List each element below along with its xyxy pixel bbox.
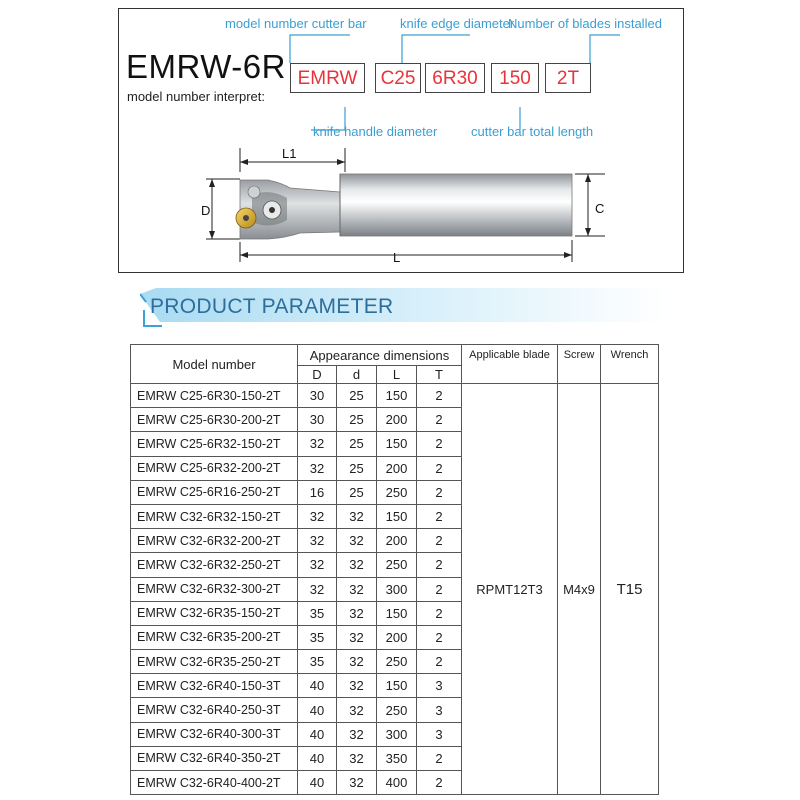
cell-model: EMRW C32-6R40-300-3T — [131, 722, 298, 746]
cell-D: 16 — [298, 480, 337, 504]
cell-L: 150 — [377, 601, 417, 625]
cell-L: 200 — [377, 408, 417, 432]
product-subtitle: model number interpret: — [127, 89, 266, 104]
cell-model: EMRW C32-6R32-300-2T — [131, 577, 298, 601]
dim-label-L1: L1 — [282, 146, 297, 161]
cell-model: EMRW C32-6R32-150-2T — [131, 504, 298, 528]
cell-d: 32 — [337, 504, 377, 528]
section-title: PRODUCT PARAMETER — [150, 295, 394, 318]
cell-model: EMRW C25-6R32-150-2T — [131, 432, 298, 456]
dim-label-L: L — [393, 250, 401, 265]
dimension-L — [240, 240, 572, 262]
product-title: EMRW-6R — [126, 48, 286, 85]
code-box-blades: 2T — [545, 63, 591, 93]
cell-L: 150 — [377, 674, 417, 698]
cell-L: 350 — [377, 746, 417, 770]
cell-model: EMRW C32-6R32-250-2T — [131, 553, 298, 577]
cell-T: 2 — [417, 746, 462, 770]
cell-model: EMRW C32-6R40-400-2T — [131, 771, 298, 795]
cell-T: 2 — [417, 408, 462, 432]
cell-d: 32 — [337, 553, 377, 577]
cell-d: 32 — [337, 577, 377, 601]
cell-T: 2 — [417, 601, 462, 625]
label-knife-edge-diameter: knife edge diameter — [400, 16, 515, 31]
label-knife-handle-diameter: knife handle diameter — [313, 124, 438, 139]
code-box-edge: 6R30 — [425, 63, 485, 93]
cell-d: 32 — [337, 601, 377, 625]
subheader-L: L — [377, 366, 417, 384]
cell-D: 30 — [298, 408, 337, 432]
cell-L: 150 — [377, 384, 417, 408]
header-wrench: Wrench — [601, 345, 659, 384]
cell-D: 32 — [298, 504, 337, 528]
cell-d: 32 — [337, 722, 377, 746]
subheader-D: D — [298, 366, 337, 384]
header-screw: Screw — [558, 345, 601, 384]
cell-D: 32 — [298, 432, 337, 456]
label-model-cutter-bar: model number cutter bar — [225, 16, 367, 31]
cell-D: 32 — [298, 553, 337, 577]
cell-L: 250 — [377, 698, 417, 722]
header-model-number: Model number — [131, 345, 298, 384]
cell-L: 300 — [377, 722, 417, 746]
cell-T: 2 — [417, 384, 462, 408]
code-box-length: 150 — [491, 63, 539, 93]
cell-model: EMRW C32-6R32-200-2T — [131, 529, 298, 553]
cell-T: 2 — [417, 771, 462, 795]
cell-model: EMRW C25-6R32-200-2T — [131, 456, 298, 480]
cell-T: 2 — [417, 432, 462, 456]
cell-D: 30 — [298, 384, 337, 408]
cell-D: 40 — [298, 674, 337, 698]
cell-L: 200 — [377, 625, 417, 649]
cell-model: EMRW C32-6R35-150-2T — [131, 601, 298, 625]
cell-d: 32 — [337, 746, 377, 770]
cell-D: 35 — [298, 650, 337, 674]
cell-L: 250 — [377, 480, 417, 504]
cell-T: 2 — [417, 480, 462, 504]
cell-d: 32 — [337, 529, 377, 553]
header-appearance-dimensions: Appearance dimensions — [298, 345, 462, 366]
cell-applicable-blade: RPMT12T3 — [462, 384, 558, 795]
subheader-d: d — [337, 366, 377, 384]
cell-D: 40 — [298, 746, 337, 770]
cell-T: 2 — [417, 504, 462, 528]
cell-L: 150 — [377, 432, 417, 456]
dimension-D — [206, 179, 240, 239]
cell-D: 32 — [298, 529, 337, 553]
cell-D: 40 — [298, 771, 337, 795]
label-cutter-bar-total-length: cutter bar total length — [471, 124, 594, 139]
cell-D: 40 — [298, 698, 337, 722]
cell-T: 2 — [417, 553, 462, 577]
cell-L: 200 — [377, 529, 417, 553]
cell-d: 32 — [337, 625, 377, 649]
cell-L: 400 — [377, 771, 417, 795]
cell-D: 32 — [298, 456, 337, 480]
cell-model: EMRW C32-6R35-250-2T — [131, 650, 298, 674]
cell-model: EMRW C32-6R40-350-2T — [131, 746, 298, 770]
label-number-of-blades: Number of blades installed — [508, 16, 662, 31]
cell-model: EMRW C25-6R30-150-2T — [131, 384, 298, 408]
cell-D: 35 — [298, 625, 337, 649]
cell-screw: M4x9 — [558, 384, 601, 795]
cell-L: 300 — [377, 577, 417, 601]
table-row — [131, 384, 659, 408]
cell-d: 25 — [337, 384, 377, 408]
cell-T: 2 — [417, 577, 462, 601]
cell-d: 32 — [337, 650, 377, 674]
code-box-type: EMRW — [290, 63, 365, 93]
cell-L: 250 — [377, 553, 417, 577]
cell-wrench: T15 — [601, 384, 659, 795]
cell-model: EMRW C25-6R30-200-2T — [131, 408, 298, 432]
cell-T: 3 — [417, 674, 462, 698]
cell-D: 40 — [298, 722, 337, 746]
cell-L: 200 — [377, 456, 417, 480]
cell-d: 32 — [337, 698, 377, 722]
cell-d: 25 — [337, 408, 377, 432]
cell-L: 250 — [377, 650, 417, 674]
cell-D: 35 — [298, 601, 337, 625]
code-box-handle: C25 — [375, 63, 421, 93]
cell-model: EMRW C25-6R16-250-2T — [131, 480, 298, 504]
cell-D: 32 — [298, 577, 337, 601]
header-applicable-blade: Applicable blade — [462, 345, 558, 384]
cell-model: EMRW C32-6R35-200-2T — [131, 625, 298, 649]
dim-label-C: C — [595, 201, 605, 216]
cell-d: 25 — [337, 480, 377, 504]
subheader-T: T — [417, 366, 462, 384]
cell-d: 32 — [337, 674, 377, 698]
cutter-bar-diagram — [190, 140, 620, 270]
cell-T: 2 — [417, 625, 462, 649]
parameter-table — [130, 344, 659, 795]
cell-T: 3 — [417, 698, 462, 722]
cell-d: 32 — [337, 771, 377, 795]
cell-model: EMRW C32-6R40-150-3T — [131, 674, 298, 698]
cell-L: 150 — [377, 504, 417, 528]
cell-T: 2 — [417, 456, 462, 480]
dim-label-D: D — [201, 203, 211, 218]
cell-T: 2 — [417, 529, 462, 553]
cell-d: 25 — [337, 456, 377, 480]
cell-model: EMRW C32-6R40-250-3T — [131, 698, 298, 722]
cell-d: 25 — [337, 432, 377, 456]
cell-T: 2 — [417, 650, 462, 674]
cell-T: 3 — [417, 722, 462, 746]
